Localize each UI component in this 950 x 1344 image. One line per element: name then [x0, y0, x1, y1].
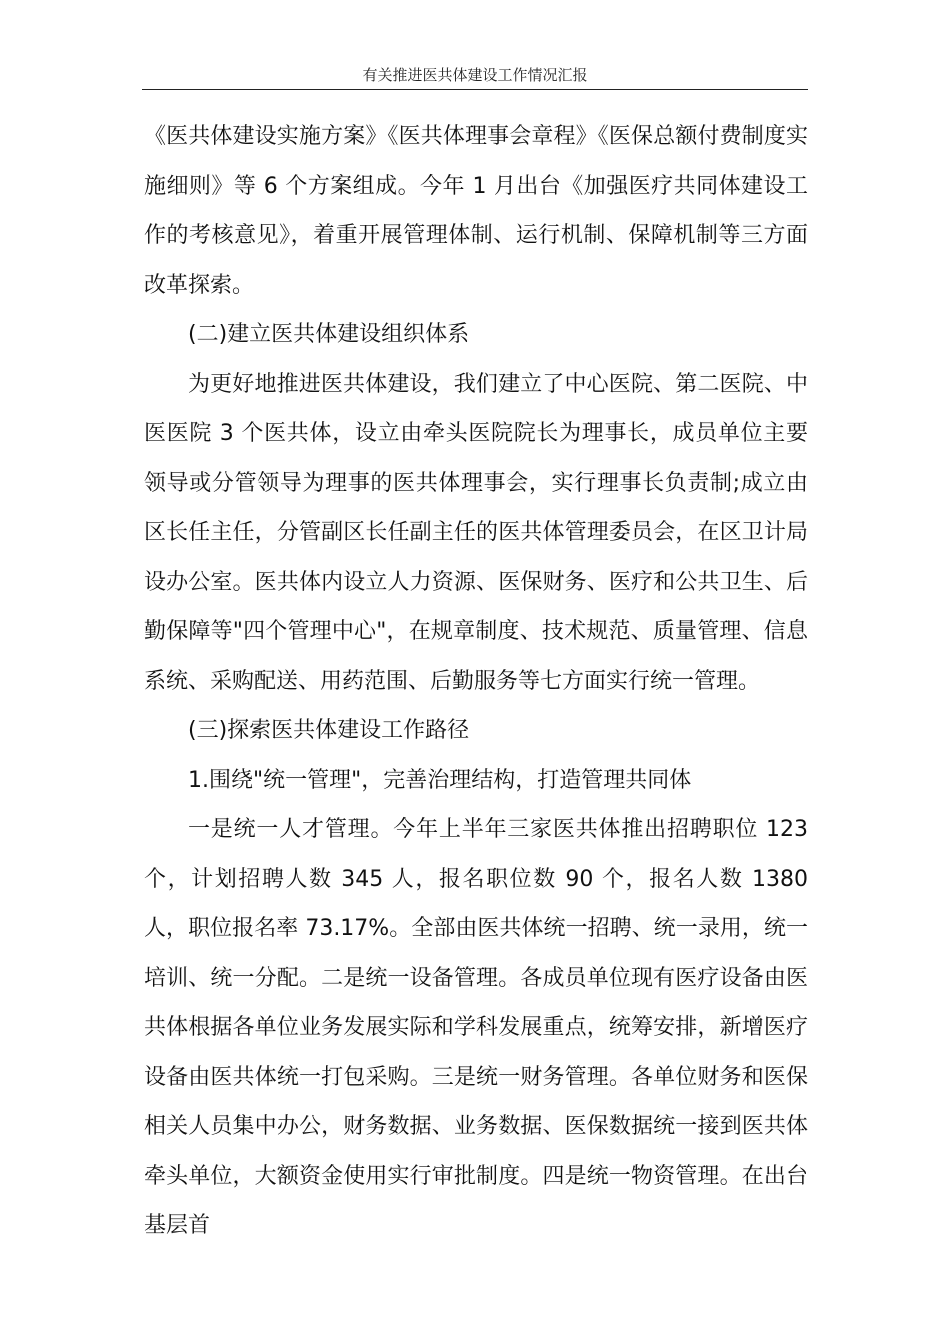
paragraph-organization: 为更好地推进医共体建设，我们建立了中心医院、第二医院、中医医院 3 个医共体，设立由牵头医院院长为理事长，成员单位主要领导或分管领导为理事的医共体理事会，实行理事长负责制;成立由区长任主任，分管副区长任副主任的医共体管理委员会，在区卫计局设办公室。医共体内设立人力资源、医保财务、医疗和公共卫生、后勤保障等"四个管理中心"，在规章制度、技术规范、质量管理、信息系统、采购配送、用药范围、后勤服务等七方面实行统一管理。: [144, 371, 808, 694]
paragraph-unified-management: 一是统一人才管理。今年上半年三家医共体推出招聘职位 123 个，计划招聘人数 345 人，报名职位数 90 个，报名人数 1380 人，职位报名率 73.17%。全部由医共体统一招聘、统一录用，统一培训、统一分配。二是统一设备管理。各成员单位现有医疗设备由医共体根据各单位业务发展实际和学科发展重点，统筹安排，新增医疗设备由医共体统一打包采购。三是统一财务管理。各单位财务和医保相关人员集中办公，财务数据、业务数据、医保数据统一接到医共体牵头单位，大额资金使用实行审批制度。四是统一物资管理。在出台基层首: [144, 817, 808, 1238]
section-heading-2: (二)建立医共体建设组织体系: [188, 322, 470, 347]
section-heading-3: (三)探索医共体建设工作路径: [188, 718, 470, 743]
subsection-heading-1: 1.围绕"统一管理"，完善治理结构，打造管理共同体: [188, 767, 692, 793]
running-header: 有关推进医共体建设工作情况汇报: [362, 66, 588, 84]
paragraph-continuation: 《医共体建设实施方案》《医共体理事会章程》《医保总额付费制度实施细则》等 6 个方案组成。今年 1 月出台《加强医疗共同体建设工作的考核意见》，着重开展管理体制、运行机制、保障机制等三方面改革探索。: [144, 124, 808, 298]
document-body: [144, 112, 808, 1251]
header-rule: [142, 89, 808, 90]
